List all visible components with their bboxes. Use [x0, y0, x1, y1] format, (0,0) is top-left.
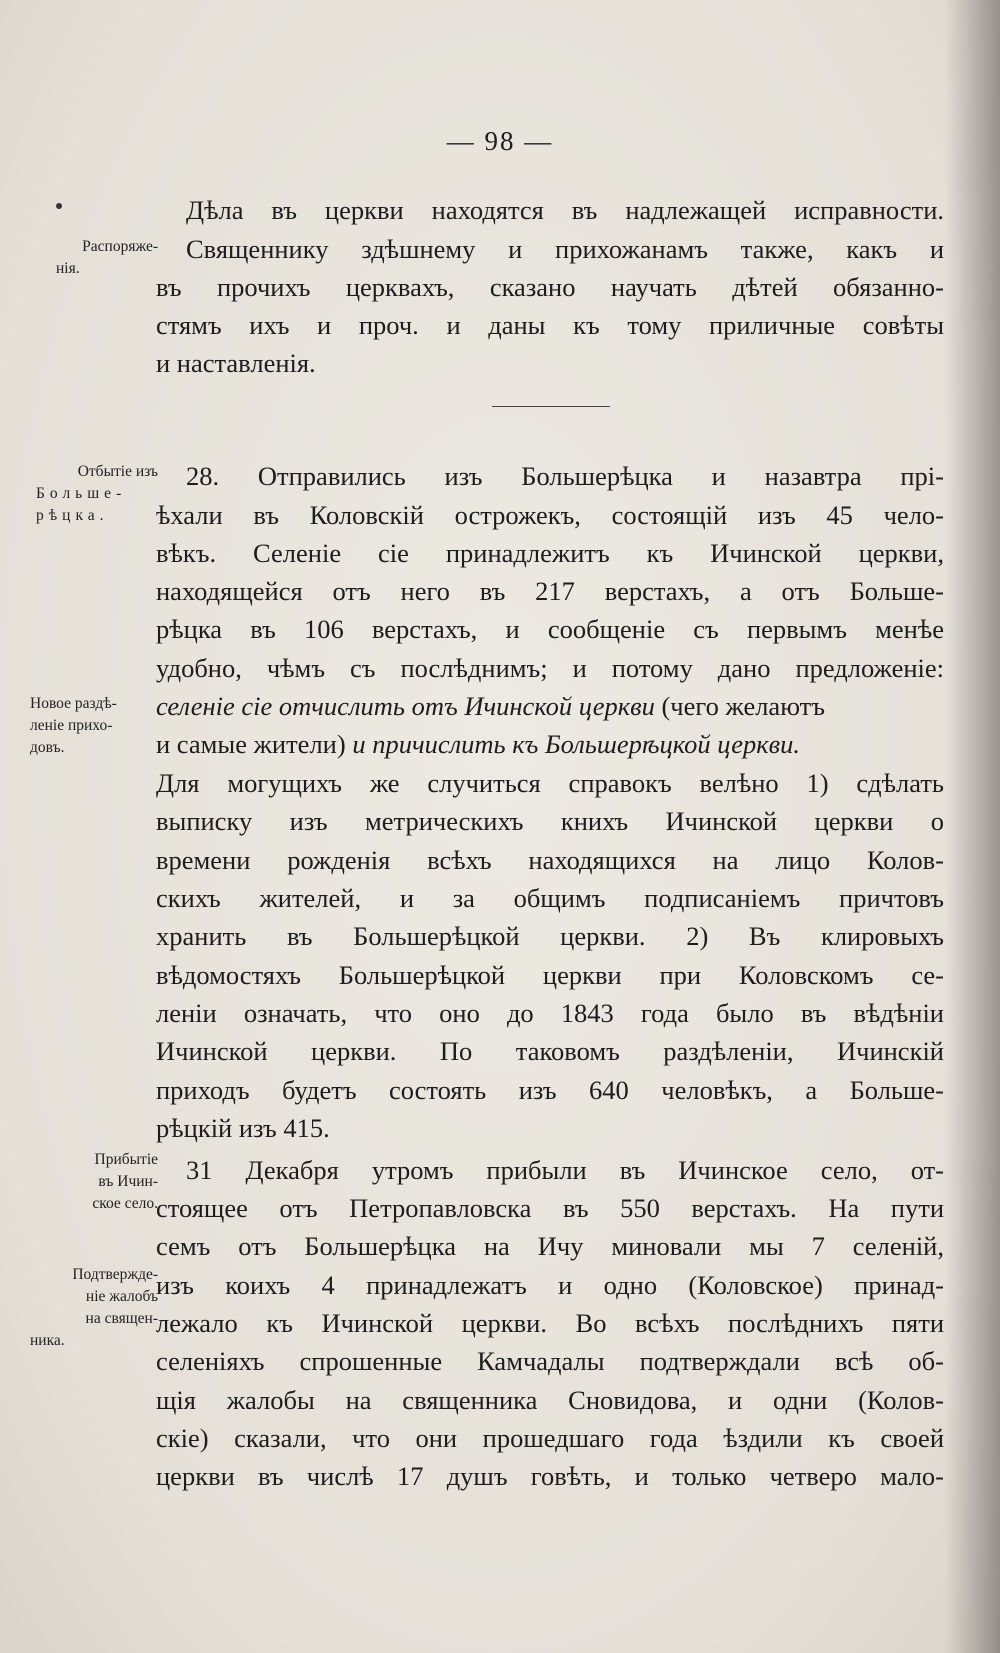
- text-line: въ прочихъ церквахъ, сказано научать дѣтей обязанно-: [156, 272, 944, 302]
- text-line: приходъ будетъ состоять изъ 640 человѣкъ, а Больше-: [156, 1075, 944, 1105]
- text-line: Священнику здѣшнему и прихожанамъ также, какъ и: [186, 234, 944, 264]
- text-line: селеніяхъ спрошенные Камчадалы подтверждали всѣ об-: [156, 1346, 944, 1376]
- text-line: скіе) сказали, что они прошедшаго года ѣздили къ своей: [156, 1423, 944, 1453]
- text-line: и наставленія.: [156, 348, 316, 378]
- text-line-mixed: [156, 688, 944, 724]
- ink-dot: [56, 203, 62, 209]
- text-line: вѣкъ. Селеніе сіе принадлежитъ къ Ичинской церкви,: [156, 538, 944, 568]
- section-divider: [492, 406, 610, 407]
- text-line: стоящее отъ Петропавловска въ 550 верстахъ. На пути: [156, 1193, 944, 1223]
- margin-note-line: нія.: [56, 260, 80, 277]
- margin-note-line: довъ.: [30, 739, 65, 756]
- margin-note-arrival: [30, 1149, 158, 1215]
- text-line: леніи означать, что оно до 1843 года было въ вѣдѣніи: [156, 998, 944, 1028]
- text-line: Дѣла въ церкви находятся въ надлежащей исправности.: [186, 195, 944, 225]
- text-line: 28. Отправились изъ Большерѣцка и назавтра прі-: [186, 461, 944, 491]
- margin-note-complaints: [30, 1264, 158, 1352]
- text-line: времени рожденія всѣхъ находящихся на лицо Колов-: [156, 845, 944, 875]
- margin-note-line: ніе жалобъ: [85, 1288, 158, 1305]
- margin-note-line: Подтвержде-: [72, 1266, 158, 1283]
- text-line: церкви въ числѣ 17 душъ говѣть, и только четверо мало-: [156, 1461, 944, 1491]
- text-line: Для могущихъ же случиться справокъ велѣно 1) сдѣлать: [156, 768, 944, 798]
- text-line: ѣхали въ Коловскій острожекъ, состоящій изъ 45 чело-: [156, 500, 944, 530]
- text-line: щія жалобы на священника Сновидова, и одни (Колов-: [156, 1385, 944, 1415]
- text-line: стямъ ихъ и проч. и даны къ тому приличные совѣты: [156, 310, 944, 340]
- text-line: скихъ жителей, и за общимъ подписаніемъ причтовъ: [156, 883, 944, 913]
- text-line: находящейся отъ него въ 217 верстахъ, а отъ Больше-: [156, 576, 944, 606]
- italic-phrase: и причислить къ Большерѣцкой церкви.: [352, 729, 800, 759]
- text-line: семъ отъ Большерѣцка на Ичу миновали мы 7 селеній,: [156, 1231, 944, 1261]
- text-line: удобно, чѣмъ съ послѣднимъ; и потому дано предложеніе:: [156, 653, 944, 683]
- text-span: и самые жители): [156, 729, 353, 759]
- text-line: 31 Декабря утромъ прибыли въ Ичинское село, от-: [186, 1155, 944, 1185]
- margin-note-line: Больше-: [36, 485, 127, 502]
- page-number: — 98 —: [446, 126, 554, 156]
- text-line: выписку изъ метрическихъ книхъ Ичинской церкви о: [156, 806, 944, 836]
- text-span: (чего желаютъ: [654, 691, 825, 721]
- text-line: рѣцка въ 106 верстахъ, и сообщеніе съ первымъ менѣе: [156, 614, 944, 644]
- italic-phrase: селеніе сіе отчислить отъ Ичинской церкви: [156, 691, 655, 721]
- margin-note-new-division: [30, 693, 158, 759]
- page-edge-shadow: [945, 0, 1000, 1653]
- margin-note-line: на священ-: [85, 1310, 158, 1327]
- margin-note-line: въ Ичин-: [98, 1173, 158, 1190]
- text-line: изъ коихъ 4 принадлежатъ и одно (Коловское) принад-: [156, 1270, 944, 1300]
- text-line: Ичинской церкви. По таковомъ раздѣленіи, Ичинскій: [156, 1036, 944, 1066]
- text-line: лежало къ Ичинской церкви. Во всѣхъ послѣднихъ пяти: [156, 1308, 944, 1338]
- margin-note-line: леніе прихо-: [30, 717, 113, 734]
- text-line: вѣдомостяхъ Большерѣцкой церкви при Коловскомъ се-: [156, 960, 944, 990]
- margin-note-line: рѣцка.: [36, 507, 109, 524]
- text-line: рѣцкій изъ 415.: [156, 1113, 330, 1143]
- margin-note-departure: [30, 461, 158, 527]
- text-line: хранить въ Большерѣцкой церкви. 2) Въ клировыхъ: [156, 921, 944, 951]
- margin-note-line: ское село.: [92, 1195, 158, 1212]
- margin-note-line: Прибытіе: [94, 1151, 158, 1168]
- margin-note-line: Распоряже-: [82, 238, 158, 255]
- margin-note-line: ника.: [30, 1332, 65, 1349]
- text-line-mixed: [156, 726, 944, 762]
- margin-note-orders: [30, 236, 158, 280]
- margin-note-line: Отбытіе изъ: [77, 463, 158, 480]
- margin-note-line: Новое раздѣ-: [30, 695, 117, 712]
